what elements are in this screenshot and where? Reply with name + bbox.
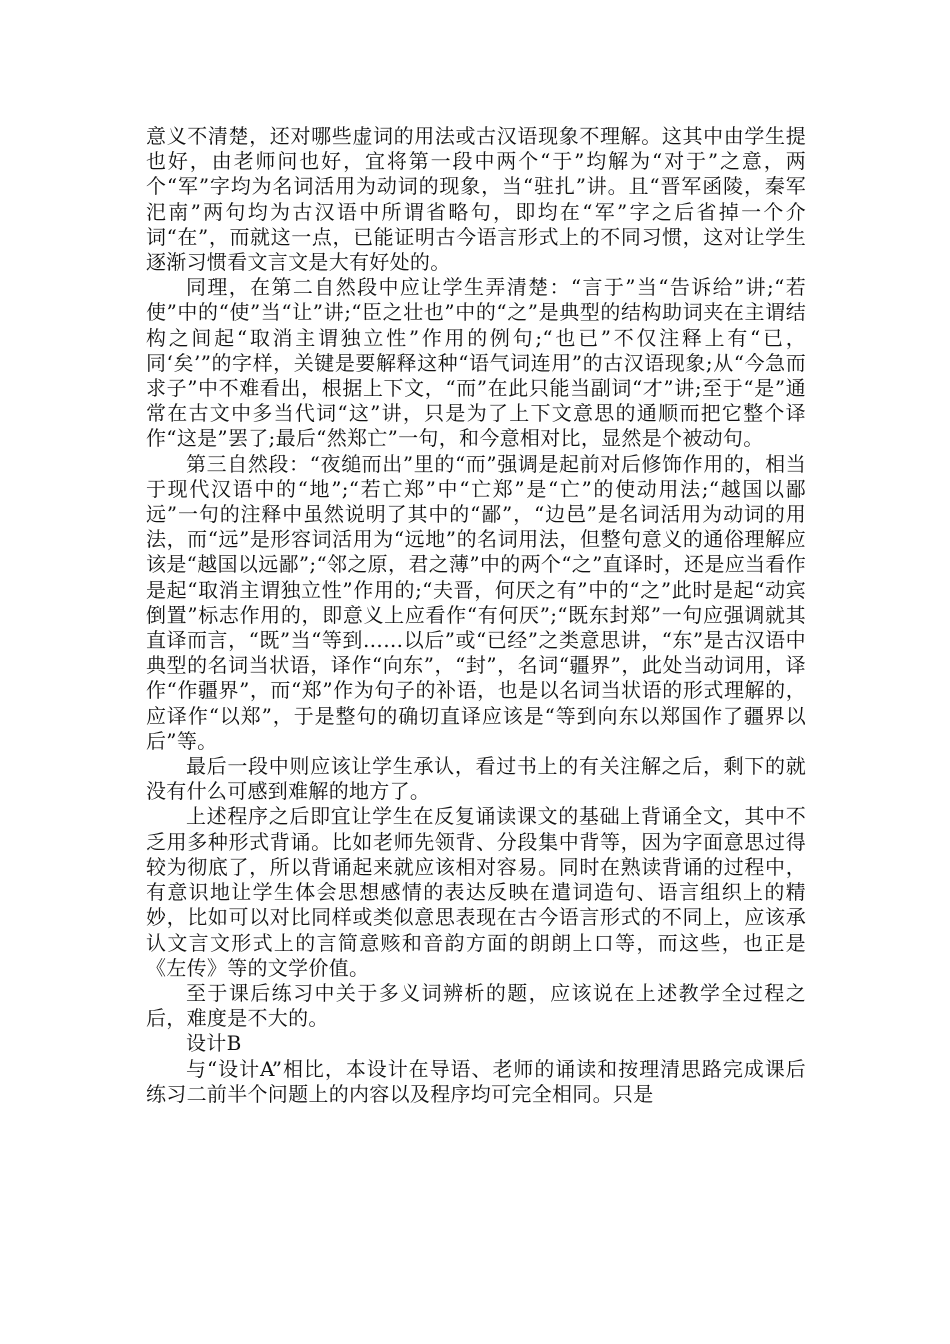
document-body: [146, 124, 806, 1107]
paragraph-3: 第三自然段：“夜缒而出”里的“而”强调是起前对后修饰作用的，相当于现代汉语中的“地”;“若亡郑”中“亡郑”是“亡”的使动用法;“越国以鄙远”一句的注释中虽然说明了其中的“鄙”，“边邑”是名词活用为动词的用法，而“远”是形容词活用为“远地”的名词用法，但整句意义的通俗理解应该是“越国以远鄙”;“邻之原，君之薄”中的两个“之”直译时，还是应当看作是起“取消主谓独立性”作用的;“夫晋，何厌之有”中的“之”此时是起“动宾倒置”标志作用的，即意义上应看作“有何厌”;“既东封郑”一句应强调就其直译而言，“既”当“等到……以后”或“已经”之类意思讲，“东”是古汉语中典型的名词当状语，译作“向东”，“封”，名词“疆界”，此处当动词用，译作“作疆界”，而“郑”作为句子的补语，也是以名词当状语的形式理解的，应译作“以郑”，于是整句的确切直译应该是“等到向东以郑国作了疆界以后”等。: [146, 451, 806, 753]
paragraph-1: 意义不清楚，还对哪些虚词的用法或古汉语现象不理解。这其中由学生提也好，由老师问也好，宜将第一段中两个“于”均解为“对于”之意，两个“军”字均为名词活用为动词的现象，当“驻扎”讲。且“晋军函陵，秦军汜南”两句均为古汉语中所谓省略句，即均在“军”字之后省掉一个介词“在”，而就这一点，已能证明古今语言形式上的不同习惯，这对让学生逐渐习惯看文言文是大有好处的。: [146, 124, 806, 275]
paragraph-2: 同理，在第二自然段中应让学生弄清楚：“言于”当“告诉给”讲;“若使”中的“使”当“让”讲;“臣之壮也”中的“之”是典型的结构助词夹在主谓结构之间起“取消主谓独立性”作用的例句;“也已”不仅注释上有“已，同‘矣’”的字样，关键是要解释这种“语气词连用”的古汉语现象;从“今急而求子”中不难看出，根据上下文，“而”在此只能当副词“才”讲;至于“是”通常在古文中多当代词“这”讲，只是为了上下文意思的通顺而把它整个译作“这是”罢了;最后“然郑亡”一句，和今意相对比，显然是个被动句。: [146, 275, 806, 451]
paragraph-7: 与“设计A”相比，本设计在导语、老师的诵读和按理清思路完成课后练习二前半个问题上的内容以及程序均可完全相同。只是: [146, 1056, 806, 1106]
paragraph-6: 至于课后练习中关于多义词辨析的题，应该说在上述教学全过程之后，难度是不大的。: [146, 980, 806, 1031]
paragraph-5: 上述程序之后即宜让学生在反复诵读课文的基础上背诵全文，其中不乏用多种形式背诵。比如老师先领背、分段集中背等，因为字面意思过得较为彻底了，所以背诵起来就应该相对容易。同时在熟读背诵的过程中，有意识地让学生体会思想感情的表达反映在遣词造句、语言组织上的精妙，比如可以对比同样或类似意思表现在古今语言形式的不同上，应该承认文言文形式上的言简意赅和音韵方面的朗朗上口等，而这些，也正是《左传》等的文学价值。: [146, 804, 806, 980]
paragraph-4: 最后一段中则应该让学生承认，看过书上的有关注解之后，剩下的就没有什么可感到难解的地方了。: [146, 754, 806, 804]
section-heading-design-b: 设计B: [186, 1031, 242, 1056]
